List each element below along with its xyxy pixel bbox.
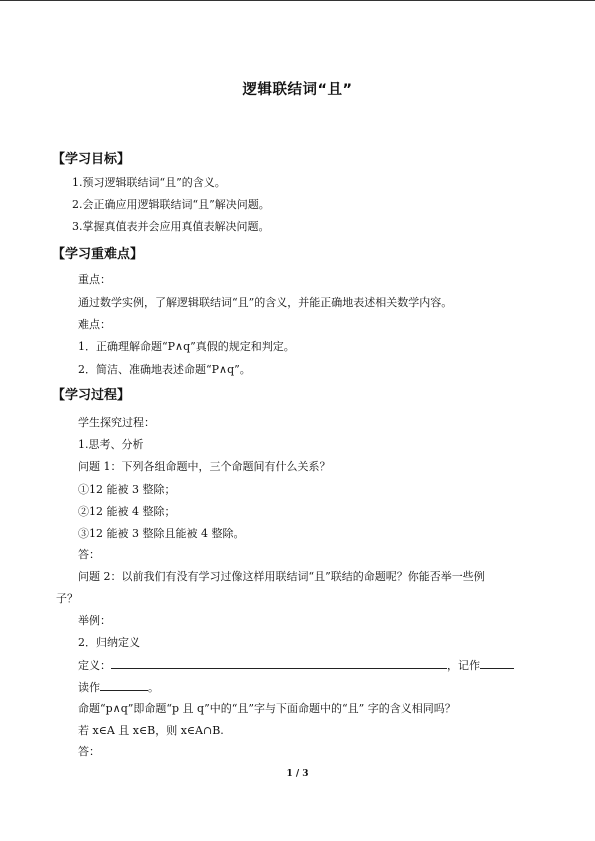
definition-label: 定义： [78, 659, 111, 672]
key-label: 重点： [78, 273, 111, 286]
question-text: 问题 2：以前我们有没有学习过像这样用联结词“且”联结的命题呢？你能否举一些例 [78, 570, 485, 583]
page-title: 逻辑联结词“且” [242, 82, 353, 98]
read-end: 。 [148, 681, 159, 694]
goal-item: 2.会正确应用逻辑联结词“且”解决问题。 [72, 198, 270, 211]
difficulty-item: 2．简洁、准确地表述命题“P∧q”。 [78, 363, 251, 376]
question-text-continued: 子？ [56, 592, 78, 605]
compare-question: 命题“p∧q”即命题“p 且 q”中的“且”字与下面命题中的“且” 字的含义相同吗？ [78, 702, 456, 715]
top-rule [0, 0, 595, 1]
proposition-item: ③12 能被 3 整除且能被 4 整除。 [78, 527, 245, 540]
answer-label: 答： [78, 548, 100, 561]
section-heading-process: 【学习过程】 [52, 388, 131, 403]
record-label: ，记作 [447, 659, 480, 672]
difficulty-item: 1．正确理解命题“P∧q”真假的规定和判定。 [78, 340, 295, 353]
notation-blank[interactable] [480, 658, 514, 669]
difficulty-label: 难点： [78, 318, 111, 331]
proposition-item: ①12 能被 3 整除； [78, 483, 176, 496]
definition-blank[interactable] [111, 658, 447, 669]
example-label: 举例： [78, 614, 111, 627]
key-text: 通过数学实例，了解逻辑联结词“且”的含义，并能正确地表述相关数学内容。 [78, 296, 453, 309]
reading-blank[interactable] [100, 680, 148, 691]
process-intro: 学生探究过程： [78, 416, 155, 429]
definition-line [78, 658, 514, 673]
set-example: 若 x∈A 且 x∈B，则 x∈A∩B. [78, 724, 224, 737]
process-step: 2．归纳定义 [78, 636, 140, 649]
proposition-item: ②12 能被 4 整除； [78, 505, 176, 518]
goal-item: 1.预习逻辑联结词“且”的含义。 [72, 176, 226, 189]
answer-label: 答： [78, 745, 100, 758]
reading-line [78, 680, 159, 695]
section-heading-goals: 【学习目标】 [52, 152, 131, 167]
goal-item: 3.掌握真值表并会应用真值表解决问题。 [72, 220, 270, 233]
question-text: 问题 1：下列各组命题中，三个命题间有什么关系？ [78, 460, 331, 473]
read-label: 读作 [78, 681, 100, 694]
page-number: 1 / 3 [286, 769, 309, 779]
section-heading-keypoints: 【学习重难点】 [52, 247, 144, 262]
process-step: 1.思考、分析 [78, 438, 144, 451]
